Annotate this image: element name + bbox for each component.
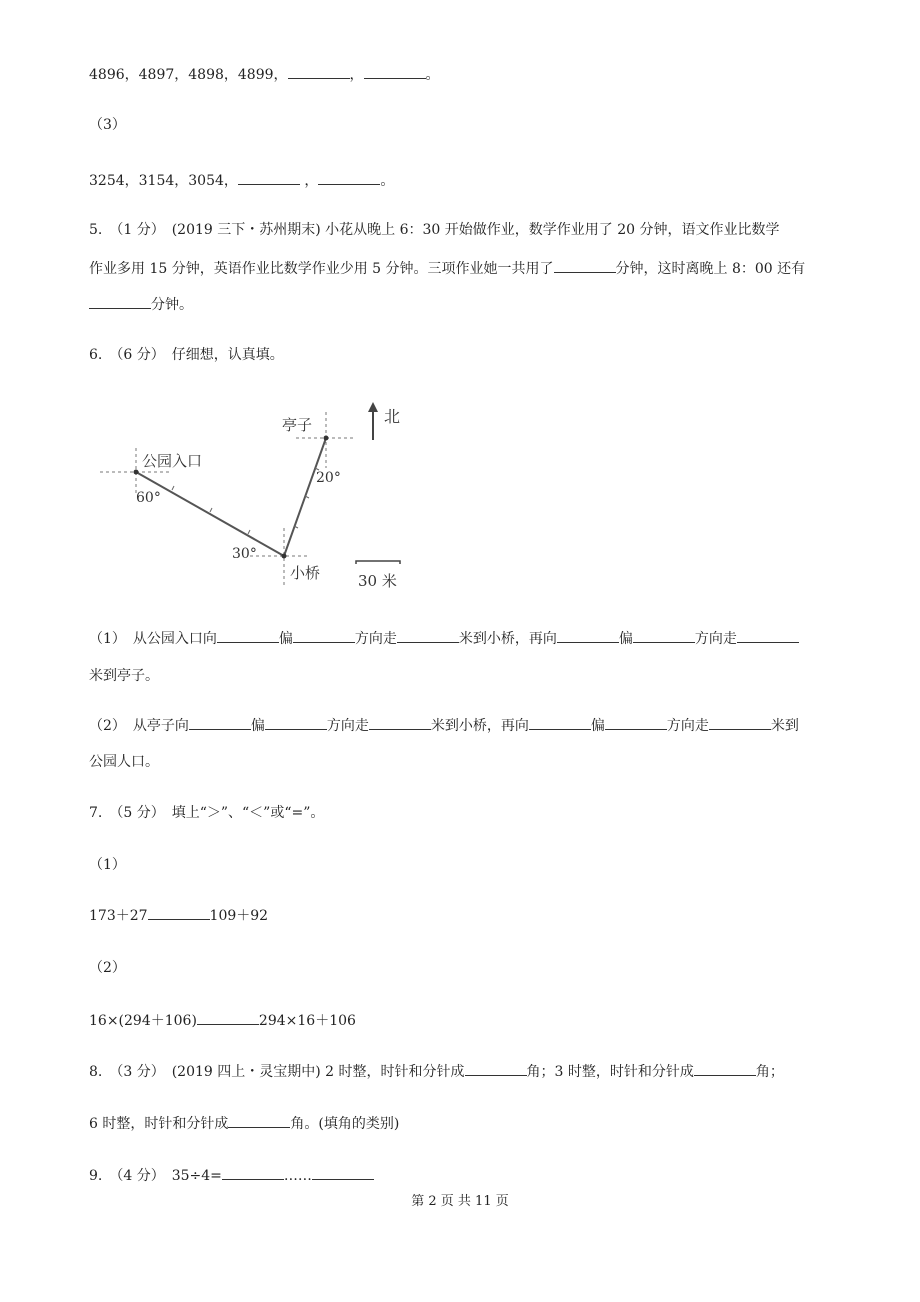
page-footer: 第 2 页 共 11 页 xyxy=(411,1194,509,1209)
answer-blank[interactable] xyxy=(197,1010,259,1025)
angle-20-label: 20° xyxy=(316,470,341,486)
sub-question-label: （3） xyxy=(89,117,126,133)
question-7-title: 7. （5 分） 填上“＞”、“＜”或“=”。 xyxy=(89,805,325,821)
angle-60-label: 60° xyxy=(136,490,161,506)
pavilion-label: 亭子 xyxy=(282,416,313,434)
park-point xyxy=(134,470,139,475)
sequence-line-1: 4896，4897，4898，4899， ， 。 xyxy=(89,64,440,85)
answer-blank[interactable] xyxy=(222,1165,284,1180)
sub-question-label: （2） xyxy=(89,960,126,976)
path-bridge-to-pavilion xyxy=(284,438,326,556)
scale-bar xyxy=(356,561,400,564)
answer-blank[interactable] xyxy=(238,170,300,185)
question-8-line-1: 8. （3 分） (2019 四上・灵宝期中) 2 时整，时针和分针成 角；3 时整，时针和分针成 角； xyxy=(89,1061,784,1082)
answer-blank[interactable] xyxy=(293,628,355,643)
bridge-point xyxy=(282,554,287,559)
answer-blank[interactable] xyxy=(557,628,619,643)
scale-label: 30 米 xyxy=(358,572,397,590)
answer-blank[interactable] xyxy=(189,715,251,730)
answer-blank[interactable] xyxy=(89,294,151,309)
answer-blank[interactable] xyxy=(312,1165,374,1180)
question-5-line-2: 作业多用 15 分钟，英语作业比数学作业少用 5 分钟。三项作业她一共用了 分钟，这时离晚上 8：00 还有 xyxy=(89,258,805,279)
question-6-1-line-1: （1） 从公园入口向 偏 方向走 米到小桥，再向 偏 方向走 xyxy=(89,628,799,649)
question-7-2-expression: 16×(294＋106) 294×16＋106 xyxy=(89,1010,356,1031)
bridge-label: 小桥 xyxy=(290,564,321,582)
sequence-line-3: 3254，3154，3054， ， 。 xyxy=(89,170,394,191)
question-6-2-line-1: （2） 从亭子向 偏 方向走 米到小桥，再向 偏 方向走 米到 xyxy=(89,715,799,736)
answer-blank[interactable] xyxy=(369,715,431,730)
question-6-2-line-2: 公园人口。 xyxy=(89,754,159,770)
answer-blank[interactable] xyxy=(529,715,591,730)
answer-blank[interactable] xyxy=(148,905,210,920)
north-arrow-icon xyxy=(368,402,378,412)
angle-30-label: 30° xyxy=(232,546,257,562)
answer-blank[interactable] xyxy=(288,64,350,79)
answer-blank[interactable] xyxy=(694,1061,756,1076)
question-9-line: 9. （4 分） 35÷4= …… xyxy=(89,1165,374,1186)
answer-blank[interactable] xyxy=(397,628,459,643)
answer-blank[interactable] xyxy=(217,628,279,643)
answer-blank[interactable] xyxy=(364,64,426,79)
question-5-line-3: 分钟。 xyxy=(89,294,193,315)
question-5-line-1: 5. （1 分） (2019 三下・苏州期末) 小花从晚上 6：30 开始做作业，数学作业用了 20 分钟，语文作业比数学 xyxy=(89,222,780,238)
answer-blank[interactable] xyxy=(265,715,327,730)
answer-blank[interactable] xyxy=(737,628,799,643)
sub-question-label: （1） xyxy=(89,857,126,873)
answer-blank[interactable] xyxy=(554,258,616,273)
question-6-title: 6. （6 分） 仔细想，认真填。 xyxy=(89,347,284,363)
answer-blank[interactable] xyxy=(465,1061,527,1076)
question-7-1-expression: 173＋27 109＋92 xyxy=(89,905,268,926)
answer-blank[interactable] xyxy=(228,1113,290,1128)
question-6-1-line-2: 米到亭子。 xyxy=(89,668,159,684)
north-label: 北 xyxy=(384,407,401,426)
park-entrance-label: 公园入口 xyxy=(142,452,203,470)
question-8-line-2: 6 时整，时针和分针成 角。(填角的类别) xyxy=(89,1113,399,1134)
direction-diagram xyxy=(100,398,420,598)
pavilion-point xyxy=(324,436,329,441)
answer-blank[interactable] xyxy=(709,715,771,730)
answer-blank[interactable] xyxy=(318,170,380,185)
path-park-to-bridge xyxy=(136,472,284,556)
answer-blank[interactable] xyxy=(605,715,667,730)
answer-blank[interactable] xyxy=(633,628,695,643)
